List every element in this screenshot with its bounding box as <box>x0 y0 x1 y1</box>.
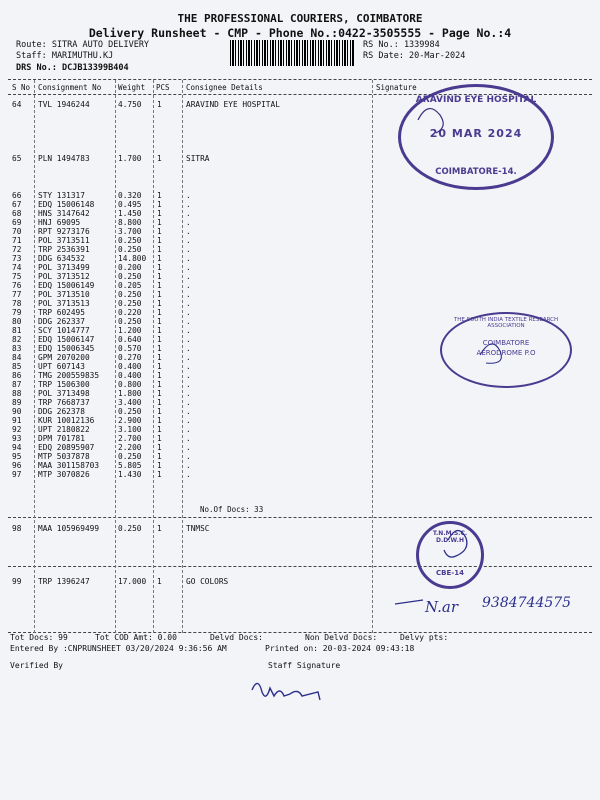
table-row: 82 EDQ 15006147 0.640 1 . <box>12 335 191 344</box>
table-row: 72 TRP 2536391 0.250 1 . <box>12 245 191 254</box>
table-row: 85 UPT 607143 0.400 1 . <box>12 362 191 371</box>
table-row: 91 KUR 10012136 2.900 1 . <box>12 416 191 425</box>
drs-number: DRS No.: DCJB13399B404 <box>16 63 129 73</box>
rs-number: RS No.: 1339984 <box>363 40 440 50</box>
table-row: 79 TRP 602495 0.220 1 . <box>12 308 191 317</box>
non-delvd-docs: Non Delvd Docs: <box>305 633 378 642</box>
table-row: 80 DDG 262337 0.250 1 . <box>12 317 191 326</box>
table-row: 96 MAA 301158703 5.805 1 . <box>12 461 191 470</box>
table-row: 78 POL 3713513 0.250 1 . <box>12 299 191 308</box>
table-row: 68 HNS 3147642 1.450 1 . <box>12 209 191 218</box>
table-row: 92 UPT 2180822 3.100 1 . <box>12 425 191 434</box>
table-row: 83 EDQ 15006345 0.570 1 . <box>12 344 191 353</box>
col-header-weight: Weight <box>118 83 146 92</box>
table-row: 93 DPM 701781 2.700 1 . <box>12 434 191 443</box>
table-row: 97 MTP 3070826 1.430 1 . <box>12 470 191 479</box>
rs-date: RS Date: 20-Mar-2024 <box>363 51 466 61</box>
handwritten-name: N.ar <box>425 598 459 616</box>
table-row: 88 POL 3713498 1.800 1 . <box>12 389 191 398</box>
aravind-hospital-stamp: ARAVIND EYE HOSPITAL 20 MAR 2024 COIMBATORE-14. <box>398 84 554 190</box>
delvy-pts: Delvy pts: <box>400 633 449 642</box>
col-header-consignment: Consignment No <box>38 83 102 92</box>
verified-by: Verified By <box>10 661 63 670</box>
table-row: 75 POL 3713512 0.250 1 . <box>12 272 191 281</box>
printed-on: Printed on: 20-03-2024 09:43:18 <box>265 644 415 653</box>
tnmsc-stamp: T.N.M.S.C. D.D.W.H CBE-14 <box>416 521 484 589</box>
table-row: 84 GPM 2070200 0.270 1 . <box>12 353 191 362</box>
col-header-pcs: PCS <box>156 83 170 92</box>
table-row: 67 EDQ 15006148 0.495 1 . <box>12 200 191 209</box>
table-row: 70 RPT 9273176 3.700 1 . <box>12 227 191 236</box>
table-row: 66 STY 131317 0.320 1 . <box>12 191 191 200</box>
entered-by: Entered By :CNPRUNSHEET 03/20/2024 9:36:56 AM <box>10 644 227 653</box>
table-row: 81 SCY 1014777 1.200 1 . <box>12 326 191 335</box>
staff-label: Staff: MARIMUTHU.KJ <box>16 51 114 61</box>
table-row: 99 TRP 1396247 17.000 1 GO COLORS <box>12 577 229 586</box>
table-row: 98 MAA 105969499 0.250 1 TNMSC <box>12 524 210 533</box>
table-row: 73 DDG 634532 14.800 1 . <box>12 254 191 263</box>
table-row: 94 EDQ 20895907 2.200 1 . <box>12 443 191 452</box>
company-title: THE PROFESSIONAL COURIERS, COIMBATORE <box>177 12 423 25</box>
sitra-stamp: THE SOUTH INDIA TEXTILE RESEARCH ASSOCIATION COIMBATORE AERODROME P.O <box>440 312 572 388</box>
table-row: 74 POL 3713499 0.200 1 . <box>12 263 191 272</box>
handwritten-phone: 9384744575 <box>482 595 572 611</box>
tot-docs: Tot Docs: 99 <box>10 633 68 642</box>
table-row: 95 MTP 5037878 0.250 1 . <box>12 452 191 461</box>
staff-signature: Staff Signature <box>268 661 341 670</box>
table-row: 71 POL 3713511 0.250 1 . <box>12 236 191 245</box>
col-header-consignee: Consignee Details <box>186 83 263 92</box>
table-row: 89 TRP 7668737 3.400 1 . <box>12 398 191 407</box>
table-row: 77 POL 3713510 0.250 1 . <box>12 290 191 299</box>
table-row: 76 EDQ 15006149 0.205 1 . <box>12 281 191 290</box>
table-row: 64 TVL 1946244 4.750 1 ARAVIND EYE HOSPITAL <box>12 100 280 109</box>
table-row: 69 HNJ 69095 8.800 1 . <box>12 218 191 227</box>
runsheet-subtitle: Delivery Runsheet - CMP - Phone No.:0422-3505555 - Page No.:4 <box>88 26 512 40</box>
col-header-signature: Signature <box>376 83 417 92</box>
route-label: Route: SITRA AUTO DELIVERY <box>16 40 150 50</box>
table-row: 87 TRP 1506300 0.800 1 . <box>12 380 191 389</box>
tot-cod-amt: Tot COD Amt: 0.00 <box>95 633 177 642</box>
col-header-sno: S No <box>12 83 31 92</box>
table-row: 90 DDG 262378 0.250 1 . <box>12 407 191 416</box>
table-row: 86 TMG 200559835 0.400 1 . <box>12 371 191 380</box>
delvd-docs: Delvd Docs: <box>210 633 263 642</box>
no-of-docs: No.Of Docs: 33 <box>200 505 264 514</box>
table-row: 65 PLN 1494783 1.700 1 SITRA <box>12 154 210 163</box>
